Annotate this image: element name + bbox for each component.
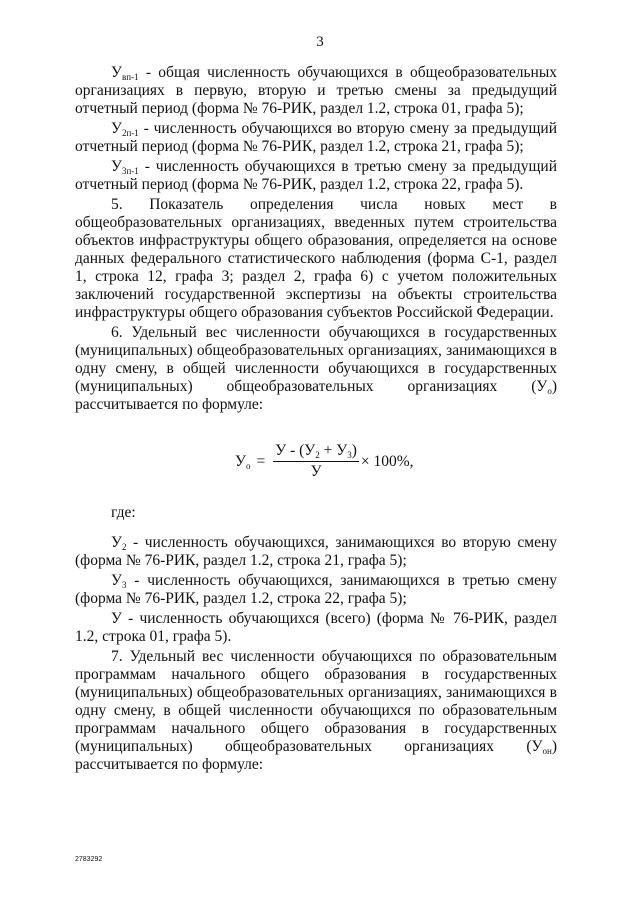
paragraph-7: 7. Удельный вес численности обучающихся по образовательным программам начального общего образования в государственных (муниципальных) общеобразовательных организациях, занимающихся в одну смену, в общей численности обучающихся по образовательным программам начального общего образования в государственных (муниципальных) общеобразовательных организациях $(У_{он})$ рассчитывается по формуле: [75, 648, 557, 773]
formula-lhs: $У_о$ [235, 452, 251, 471]
definition-u-2p: $У_{2п-1}$ - численность обучающихся во вторую смену за предыдущий отчетный период (форма № 76-РИК, раздел 1.2, строка 21, графа 5); [75, 120, 557, 155]
definition-u3: $У_3$ - численность обучающихся, занимающихся в третью смену (форма № 76-РИК, раздел 1.2, строка 22, графа 5); [75, 572, 557, 607]
formula-denominator: У [310, 463, 322, 480]
page-number: 3 [316, 34, 324, 50]
definition-u2: $У_2$ - численность обучающихся, занимающихся во вторую смену (форма № 76-РИК, раздел 1.2, строка 21, графа 5); [75, 534, 557, 569]
paragraph-6: 6. Удельный вес численности обучающихся в государственных (муниципальных) общеобразовательных организациях, занимающихся в одну смену, в общей численности обучающихся в государственных (муниципальных) общеобразовательных организациях $(У_о)$ рассчитывается по формуле: [75, 324, 557, 413]
definition-u-total: У - численность обучающихся (всего) (форма № 76-РИК, раздел 1.2, строка 01, графа 5). [75, 610, 557, 645]
document-code: 2783292 [75, 856, 103, 863]
paragraph-5: 5. Показатель определения числа новых мест в общеобразовательных организациях, введенных путем строительства объектов инфраструктуры общего образования, определяется на основе данных федерального статистического наблюдения (форма С-1, раздел 1, строка 12, графа 3; раздел 2, графа 6) с учетом положительных заключений государственной экспертизы на объекты строительства инфраструктуры общего образования субъектов Российской Федерации. [75, 196, 557, 321]
where-label: где: [111, 504, 136, 521]
formula-tail: × 100%, [360, 452, 414, 470]
document-body [75, 64, 557, 776]
formula-equals: = [256, 452, 266, 470]
formula-block [75, 434, 557, 504]
formula [235, 442, 414, 481]
formula-numerator: $У - (У_2 + У_3)$ [275, 442, 357, 460]
definition-u-vp: $У_{вп-1}$ - общая численность обучающихся в общеобразовательных организациях в первую, вторую и третью смены за предыдущий отчетный период (форма № 76-РИК, раздел 1.2, строка 01, графа 5); [75, 64, 557, 117]
definition-u-3p: $У_{3п-1}$ - численность обучающихся в третью смену за предыдущий отчетный период (форма № 76-РИК, раздел 1.2, строка 22, графа 5). [75, 158, 557, 193]
formula-fraction [273, 442, 359, 481]
